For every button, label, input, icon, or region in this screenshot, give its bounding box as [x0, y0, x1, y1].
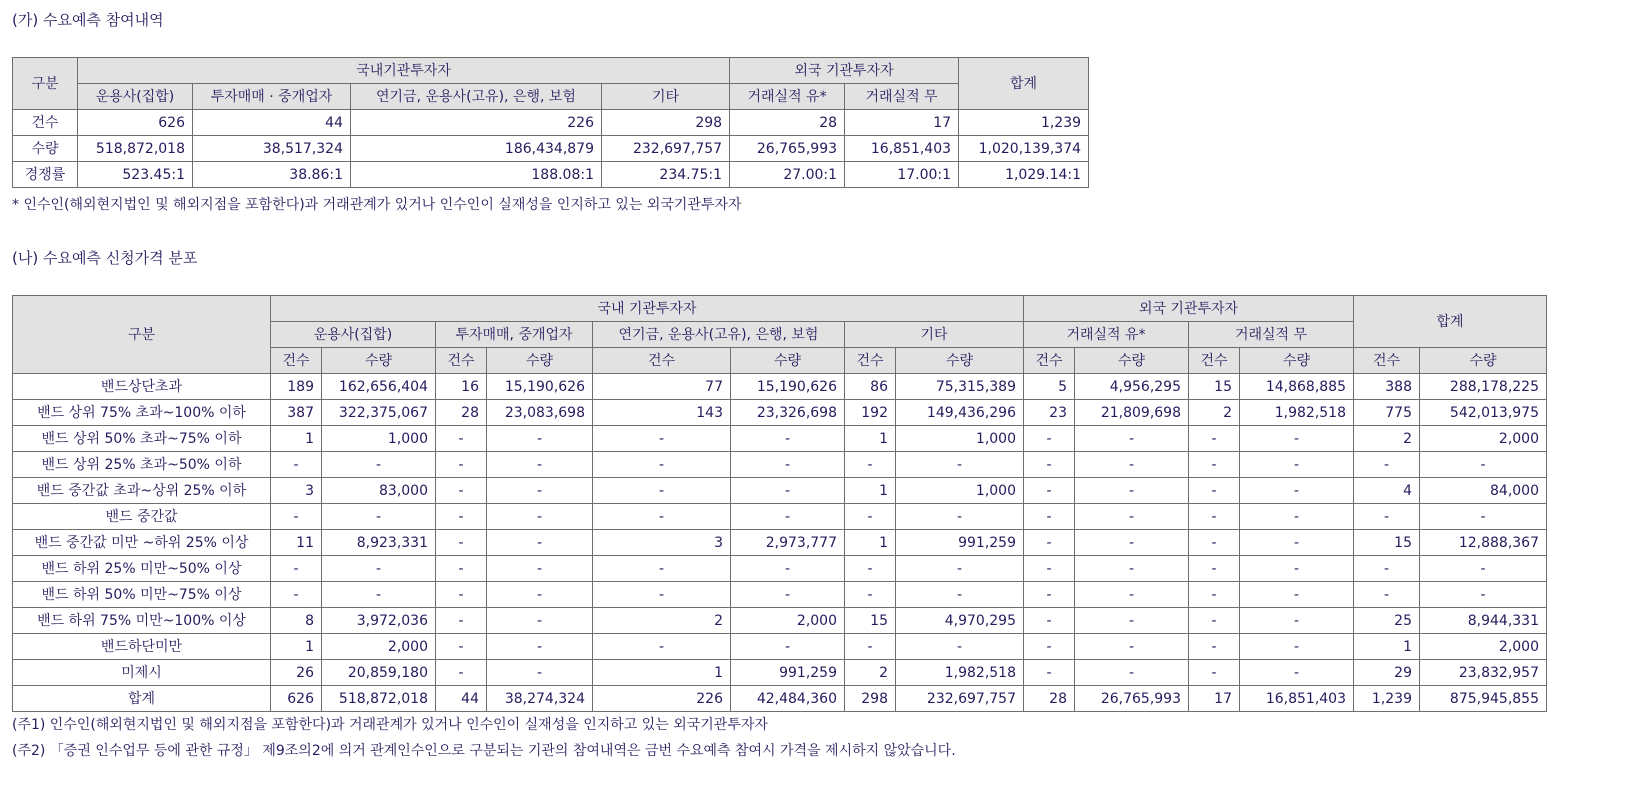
table-cell: -: [487, 426, 593, 452]
header-group: 기타: [845, 322, 1024, 348]
header-qty: 수량: [896, 348, 1024, 374]
table-cell: -: [896, 452, 1024, 478]
table-cell: -: [436, 660, 487, 686]
header-sub: 운용사(집합): [78, 84, 193, 110]
table-cell: -: [1024, 426, 1075, 452]
table-cell: -: [593, 582, 731, 608]
table-cell: -: [487, 556, 593, 582]
table-cell: 1: [1354, 634, 1420, 660]
table-cell: 23,083,698: [487, 400, 593, 426]
table-cell: -: [436, 634, 487, 660]
row-label: 밴드상단초과: [13, 374, 271, 400]
table-cell: -: [1075, 452, 1189, 478]
table-cell: -: [487, 478, 593, 504]
table-cell: -: [731, 452, 845, 478]
table-cell: 28: [436, 400, 487, 426]
table-cell: -: [593, 426, 731, 452]
header-foreign: 외국 기관투자자: [1024, 296, 1354, 322]
table-cell: 15,190,626: [487, 374, 593, 400]
header-foreign: 외국 기관투자자: [730, 58, 959, 84]
table-cell: -: [896, 504, 1024, 530]
row-label: 밴드 하위 75% 미만~100% 이상: [13, 608, 271, 634]
table-cell: 28: [730, 110, 845, 136]
row-label: 미제시: [13, 660, 271, 686]
table-cell: 189: [271, 374, 322, 400]
table-cell: -: [1075, 608, 1189, 634]
table-cell: 1,000: [896, 426, 1024, 452]
table-cell: 1,239: [959, 110, 1089, 136]
table-cell: -: [896, 556, 1024, 582]
table-cell: 15: [1189, 374, 1240, 400]
table-cell: -: [1240, 530, 1354, 556]
row-label: 밴드 중간값 미만 ~하위 25% 이상: [13, 530, 271, 556]
table-cell: 25: [1354, 608, 1420, 634]
table-cell: -: [1420, 582, 1547, 608]
table-cell: -: [1024, 634, 1075, 660]
table-cell: -: [1024, 504, 1075, 530]
header-category: 구분: [13, 58, 78, 110]
table-cell: 288,178,225: [1420, 374, 1547, 400]
table-cell: 42,484,360: [731, 686, 845, 712]
section-b-heading: (나) 수요예측 신청가격 분포: [12, 249, 198, 267]
table-row: [13, 374, 1547, 400]
table-cell: -: [593, 504, 731, 530]
table-cell: -: [1354, 556, 1420, 582]
table-cell: 23,326,698: [731, 400, 845, 426]
table-cell: -: [1240, 660, 1354, 686]
table-cell: 44: [193, 110, 351, 136]
table-cell: 186,434,879: [351, 136, 602, 162]
table-cell: -: [487, 634, 593, 660]
table-cell: -: [1420, 556, 1547, 582]
table-cell: -: [896, 582, 1024, 608]
table-cell: -: [593, 478, 731, 504]
table-cell: -: [593, 556, 731, 582]
table-cell: -: [436, 452, 487, 478]
table-cell: 1: [845, 530, 896, 556]
table-cell: 162,656,404: [322, 374, 436, 400]
table-cell: -: [436, 478, 487, 504]
table-cell: -: [1075, 556, 1189, 582]
table-cell: -: [487, 660, 593, 686]
header-count: 건수: [436, 348, 487, 374]
row-label: 건수: [13, 110, 78, 136]
table-row: [13, 556, 1547, 582]
header-group: 거래실적 유*: [1024, 322, 1189, 348]
table-cell: -: [731, 582, 845, 608]
table-cell: -: [487, 504, 593, 530]
note-2: (주2) 「증권 인수업무 등에 관한 규정」 제9조의2에 의거 관계인수인으로 구분되는 기관의 참여내역은 금번 수요예측 참여시 가격을 제시하지 않았습니다.: [12, 743, 956, 759]
table-cell: -: [1189, 452, 1240, 478]
table-cell: 387: [271, 400, 322, 426]
table-cell: 38.86:1: [193, 162, 351, 188]
header-count: 건수: [1024, 348, 1075, 374]
row-label: 밴드 상위 25% 초과~50% 이하: [13, 452, 271, 478]
table-cell: -: [1075, 582, 1189, 608]
header-sub: 기타: [602, 84, 730, 110]
table-cell: 775: [1354, 400, 1420, 426]
table-cell: -: [1075, 504, 1189, 530]
table-cell: 17.00:1: [845, 162, 959, 188]
table-row: [13, 162, 1089, 188]
table-cell: 11: [271, 530, 322, 556]
header-qty: 수량: [1240, 348, 1354, 374]
table-cell: 2: [1189, 400, 1240, 426]
table-cell: 17: [1189, 686, 1240, 712]
table-cell: -: [593, 634, 731, 660]
row-label: 밴드 상위 50% 초과~75% 이하: [13, 426, 271, 452]
row-label: 밴드 상위 75% 초과~100% 이하: [13, 400, 271, 426]
table-cell: -: [436, 530, 487, 556]
table-cell: -: [845, 504, 896, 530]
header-qty: 수량: [731, 348, 845, 374]
table-cell: 1,020,139,374: [959, 136, 1089, 162]
table-cell: -: [436, 504, 487, 530]
row-label: 합계: [13, 686, 271, 712]
table-cell: 38,517,324: [193, 136, 351, 162]
table-cell: 26,765,993: [730, 136, 845, 162]
header-category: 구분: [13, 296, 271, 374]
header-count: 건수: [845, 348, 896, 374]
table-cell: 2,000: [1420, 634, 1547, 660]
table-cell: 3,972,036: [322, 608, 436, 634]
table-cell: 2: [845, 660, 896, 686]
table-cell: 15: [1354, 530, 1420, 556]
table-cell: 15,190,626: [731, 374, 845, 400]
table-row: [13, 582, 1547, 608]
table-cell: -: [271, 582, 322, 608]
table-cell: 2,000: [322, 634, 436, 660]
table-cell: 518,872,018: [78, 136, 193, 162]
table-cell: 1,000: [322, 426, 436, 452]
table-cell: -: [1189, 478, 1240, 504]
table-cell: -: [896, 634, 1024, 660]
table-cell: -: [271, 452, 322, 478]
table-cell: 232,697,757: [602, 136, 730, 162]
table-cell: -: [1075, 426, 1189, 452]
table-cell: 542,013,975: [1420, 400, 1547, 426]
table-cell: 3: [593, 530, 731, 556]
table-cell: 5: [1024, 374, 1075, 400]
header-group: 연기금, 운용사(고유), 은행, 보험: [593, 322, 845, 348]
table-cell: 2,000: [1420, 426, 1547, 452]
table-cell: -: [322, 452, 436, 478]
table-cell: 15: [845, 608, 896, 634]
table-cell: 2,973,777: [731, 530, 845, 556]
table-cell: -: [845, 634, 896, 660]
table-cell: 16: [436, 374, 487, 400]
table-cell: 86: [845, 374, 896, 400]
table-cell: 626: [78, 110, 193, 136]
table-cell: -: [1024, 556, 1075, 582]
table-cell: -: [1189, 660, 1240, 686]
table-cell: -: [436, 608, 487, 634]
table-cell: 44: [436, 686, 487, 712]
table-cell: 16,851,403: [845, 136, 959, 162]
table-cell: 38,274,324: [487, 686, 593, 712]
table-cell: -: [1075, 478, 1189, 504]
table-cell: -: [1240, 634, 1354, 660]
table-cell: 8: [271, 608, 322, 634]
table-cell: -: [731, 504, 845, 530]
table-cell: 388: [1354, 374, 1420, 400]
table-cell: -: [731, 634, 845, 660]
table-cell: 1,982,518: [896, 660, 1024, 686]
table-cell: -: [487, 530, 593, 556]
table-cell: 23,832,957: [1420, 660, 1547, 686]
table-cell: 8,923,331: [322, 530, 436, 556]
table-cell: -: [436, 582, 487, 608]
table-cell: -: [1240, 452, 1354, 478]
table-cell: 1: [593, 660, 731, 686]
table-cell: 188.08:1: [351, 162, 602, 188]
table-cell: 1,029.14:1: [959, 162, 1089, 188]
header-qty: 수량: [1420, 348, 1547, 374]
table-cell: -: [1420, 452, 1547, 478]
table-cell: 83,000: [322, 478, 436, 504]
table-cell: 1,000: [896, 478, 1024, 504]
header-count: 건수: [1189, 348, 1240, 374]
table-row: [13, 660, 1547, 686]
header-count: 건수: [593, 348, 731, 374]
header-total: 합계: [959, 58, 1089, 110]
table-cell: 875,945,855: [1420, 686, 1547, 712]
table-cell: 1: [845, 426, 896, 452]
table-cell: -: [271, 556, 322, 582]
table-cell: -: [1075, 530, 1189, 556]
table-cell: -: [1189, 582, 1240, 608]
table-cell: 1,982,518: [1240, 400, 1354, 426]
table-cell: -: [1240, 608, 1354, 634]
table-row: [13, 634, 1547, 660]
table-cell: -: [436, 426, 487, 452]
table-cell: -: [731, 478, 845, 504]
table-cell: 192: [845, 400, 896, 426]
table-cell: -: [593, 452, 731, 478]
table-cell: -: [322, 582, 436, 608]
header-total: 합계: [1354, 296, 1547, 348]
table-cell: -: [1240, 504, 1354, 530]
table-cell: 518,872,018: [322, 686, 436, 712]
row-label: 수량: [13, 136, 78, 162]
header-sub: 투자매매 · 중개업자: [193, 84, 351, 110]
table-cell: -: [1240, 556, 1354, 582]
table-row: [13, 110, 1089, 136]
row-label: 밴드 하위 50% 미만~75% 이상: [13, 582, 271, 608]
table-cell: 2: [593, 608, 731, 634]
table-cell: 226: [351, 110, 602, 136]
table-cell: 77: [593, 374, 731, 400]
table-cell: 298: [845, 686, 896, 712]
table-cell: -: [322, 504, 436, 530]
row-label: 밴드 하위 25% 미만~50% 이상: [13, 556, 271, 582]
table-cell: 143: [593, 400, 731, 426]
table-cell: 322,375,067: [322, 400, 436, 426]
table-cell: -: [1024, 452, 1075, 478]
table-cell: 2,000: [731, 608, 845, 634]
header-count: 건수: [1354, 348, 1420, 374]
table-cell: 28: [1024, 686, 1075, 712]
header-sub: 거래실적 유*: [730, 84, 845, 110]
table-cell: 226: [593, 686, 731, 712]
table-cell: -: [731, 426, 845, 452]
header-domestic: 국내기관투자자: [78, 58, 730, 84]
table-cell: -: [845, 556, 896, 582]
header-qty: 수량: [322, 348, 436, 374]
table-row: [13, 608, 1547, 634]
table-cell: 3: [271, 478, 322, 504]
table-cell: -: [436, 556, 487, 582]
table-cell: -: [1189, 634, 1240, 660]
table-cell: -: [1075, 660, 1189, 686]
table-cell: 232,697,757: [896, 686, 1024, 712]
price-distribution-table: [12, 295, 1547, 712]
table-cell: -: [1189, 556, 1240, 582]
table-cell: -: [487, 582, 593, 608]
table-cell: 991,259: [731, 660, 845, 686]
row-label: 밴드하단미만: [13, 634, 271, 660]
header-group: 투자매매, 중개업자: [436, 322, 593, 348]
table-cell: 12,888,367: [1420, 530, 1547, 556]
header-group: 거래실적 무: [1189, 322, 1354, 348]
table-row: [13, 530, 1547, 556]
table-cell: -: [1189, 504, 1240, 530]
table-cell: 4,970,295: [896, 608, 1024, 634]
table-cell: 8,944,331: [1420, 608, 1547, 634]
table-cell: 17: [845, 110, 959, 136]
table-cell: 75,315,389: [896, 374, 1024, 400]
table-cell: 27.00:1: [730, 162, 845, 188]
table-row: [13, 400, 1547, 426]
table-cell: 26: [271, 660, 322, 686]
table-cell: -: [1024, 582, 1075, 608]
table-cell: 20,859,180: [322, 660, 436, 686]
table-row: [13, 686, 1547, 712]
table-row: [13, 136, 1089, 162]
table-cell: -: [1354, 504, 1420, 530]
table-cell: -: [1189, 608, 1240, 634]
table-cell: 523.45:1: [78, 162, 193, 188]
table-cell: 991,259: [896, 530, 1024, 556]
table-cell: -: [731, 556, 845, 582]
header-count: 건수: [271, 348, 322, 374]
table-cell: 626: [271, 686, 322, 712]
table-cell: -: [1189, 426, 1240, 452]
table-cell: -: [845, 452, 896, 478]
table-cell: -: [487, 452, 593, 478]
table-cell: 4: [1354, 478, 1420, 504]
table-cell: 16,851,403: [1240, 686, 1354, 712]
table-cell: -: [1024, 660, 1075, 686]
table-cell: 2: [1354, 426, 1420, 452]
table-cell: 26,765,993: [1075, 686, 1189, 712]
table-cell: 1: [271, 634, 322, 660]
table-cell: 1: [845, 478, 896, 504]
table-cell: -: [1024, 530, 1075, 556]
header-group: 운용사(집합): [271, 322, 436, 348]
table-cell: 234.75:1: [602, 162, 730, 188]
table-cell: 4,956,295: [1075, 374, 1189, 400]
section-a-heading: (가) 수요예측 참여내역: [12, 11, 164, 29]
header-qty: 수량: [1075, 348, 1189, 374]
row-label: 경쟁률: [13, 162, 78, 188]
table-cell: 84,000: [1420, 478, 1547, 504]
table-cell: 21,809,698: [1075, 400, 1189, 426]
table-row: [13, 452, 1547, 478]
table-cell: -: [271, 504, 322, 530]
table-row: [13, 504, 1547, 530]
table-cell: 1: [271, 426, 322, 452]
table-cell: -: [487, 608, 593, 634]
table-cell: -: [1024, 478, 1075, 504]
table-cell: -: [845, 582, 896, 608]
table-cell: -: [1240, 426, 1354, 452]
note-1: (주1) 인수인(해외현지법인 및 해외지점을 포함한다)과 거래관계가 있거나 인수인이 실재성을 인지하고 있는 외국기관투자자: [12, 717, 768, 733]
section-a-footnote: * 인수인(해외현지법인 및 해외지점을 포함한다)과 거래관계가 있거나 인수인이 실재성을 인지하고 있는 외국기관투자자: [12, 197, 742, 213]
header-domestic: 국내 기관투자자: [271, 296, 1024, 322]
row-label: 밴드 중간값: [13, 504, 271, 530]
table-cell: 29: [1354, 660, 1420, 686]
table-cell: 149,436,296: [896, 400, 1024, 426]
table-row: [13, 478, 1547, 504]
table-cell: -: [1075, 634, 1189, 660]
table-cell: -: [1024, 608, 1075, 634]
table-row: [13, 426, 1547, 452]
table-cell: 298: [602, 110, 730, 136]
table-cell: -: [1354, 582, 1420, 608]
header-sub: 연기금, 운용사(고유), 은행, 보험: [351, 84, 602, 110]
table-cell: -: [1240, 582, 1354, 608]
table-cell: 1,239: [1354, 686, 1420, 712]
header-qty: 수량: [487, 348, 593, 374]
table-cell: -: [1189, 530, 1240, 556]
row-label: 밴드 중간값 초과~상위 25% 이하: [13, 478, 271, 504]
table-cell: -: [1354, 452, 1420, 478]
header-sub: 거래실적 무: [845, 84, 959, 110]
table-cell: -: [1240, 478, 1354, 504]
table-cell: 23: [1024, 400, 1075, 426]
participation-table: [12, 57, 1089, 188]
table-cell: 14,868,885: [1240, 374, 1354, 400]
table-cell: -: [322, 556, 436, 582]
table-cell: -: [1420, 504, 1547, 530]
